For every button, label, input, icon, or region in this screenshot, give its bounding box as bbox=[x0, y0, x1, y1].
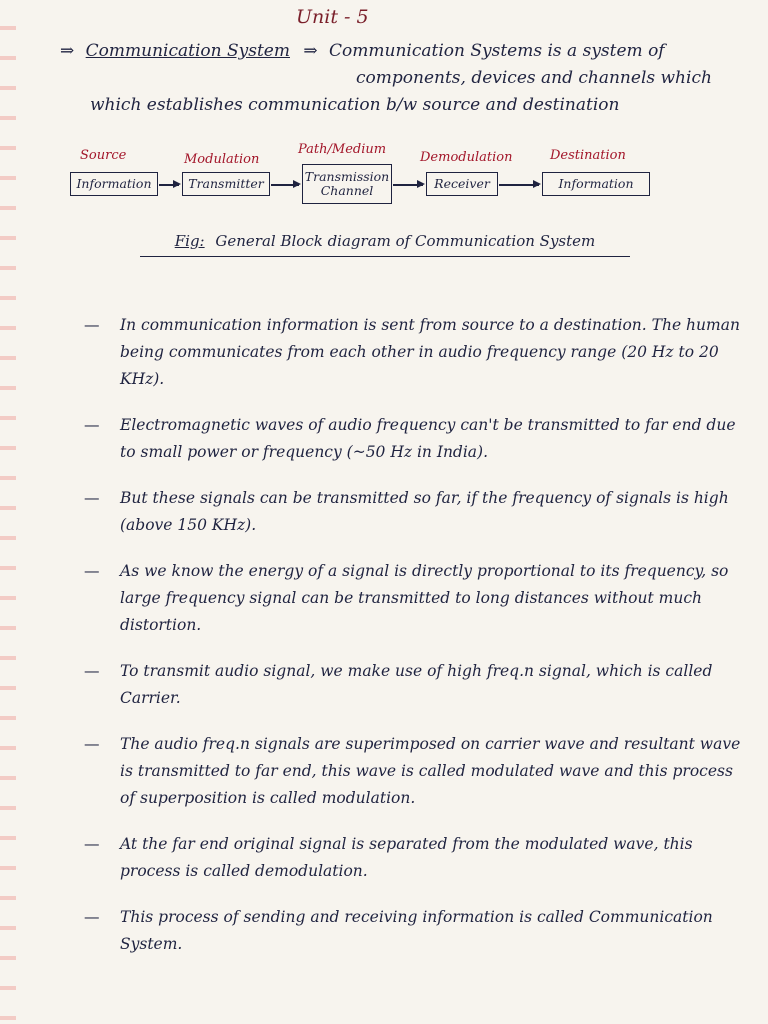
block-diagram bbox=[66, 140, 756, 210]
note-text: Electromagnetic waves of audio frequency can't be transmitted to far end due to small power or frequency (~50 Hz in India). bbox=[120, 416, 736, 461]
dash-icon: — bbox=[84, 316, 100, 334]
dash-icon: — bbox=[84, 735, 100, 753]
flow-arrow-1 bbox=[159, 184, 179, 186]
note-item bbox=[84, 904, 744, 958]
topic-heading: Communication System bbox=[85, 41, 290, 61]
note-item bbox=[84, 731, 744, 812]
note-item bbox=[84, 831, 744, 885]
figure-caption-text: General Block diagram of Communication System bbox=[215, 232, 596, 250]
notes-list bbox=[84, 312, 744, 977]
note-text: The audio freq.n signals are superimposed on carrier wave and resultant wave is transmitted to far end, this wave is called modulated wave and this process of superposition is called modulation. bbox=[120, 735, 741, 807]
note-item bbox=[84, 485, 744, 539]
note-text: In communication information is sent from source to a destination. The human being communicates from each other in audio frequency range (20 Hz to 20 KHz). bbox=[120, 316, 740, 388]
flow-arrow-3 bbox=[393, 184, 423, 186]
note-item bbox=[84, 558, 744, 639]
note-text: To transmit audio signal, we make use of high freq.n signal, which is called Carrier. bbox=[120, 662, 713, 707]
note-item bbox=[84, 312, 744, 393]
note-text: As we know the energy of a signal is directly proportional to its frequency, so large frequency signal can be transmitted to long distances without much distortion. bbox=[120, 562, 729, 634]
block-transmitter: Transmitter bbox=[182, 172, 270, 196]
note-text: At the far end original signal is separated from the modulated wave, this process is called demodulation. bbox=[120, 835, 693, 880]
implies-arrow-icon-2: ⇒ bbox=[303, 41, 318, 61]
implies-arrow-icon: ⇒ bbox=[60, 41, 75, 61]
intro-definition bbox=[60, 38, 750, 119]
definition-line-1: Communication Systems is a system of bbox=[329, 41, 665, 61]
block-information-source: Information bbox=[70, 172, 158, 196]
unit-heading: Unit - 5 bbox=[296, 6, 369, 28]
stage-label-source: Source bbox=[80, 148, 127, 163]
dash-icon: — bbox=[84, 562, 100, 580]
note-item bbox=[84, 412, 744, 466]
dash-icon: — bbox=[84, 908, 100, 926]
stage-label-path-medium: Path/Medium bbox=[298, 142, 387, 157]
note-text: But these signals can be transmitted so far, if the frequency of signals is high (above 150 KHz). bbox=[120, 489, 729, 534]
stage-label-demodulation: Demodulation bbox=[420, 150, 513, 165]
block-information-destination: Information bbox=[542, 172, 650, 196]
note-item bbox=[84, 658, 744, 712]
block-transmission-channel: Transmission Channel bbox=[302, 164, 392, 204]
notebook-margin bbox=[0, 0, 16, 1024]
flow-arrow-2 bbox=[271, 184, 299, 186]
note-text: This process of sending and receiving information is called Communication System. bbox=[120, 908, 713, 953]
definition-line-3: which establishes communication b/w source and destination bbox=[90, 95, 620, 115]
dash-icon: — bbox=[84, 489, 100, 507]
figure-caption bbox=[140, 232, 630, 257]
block-receiver: Receiver bbox=[426, 172, 498, 196]
figure-label: Fig: bbox=[174, 232, 205, 250]
stage-label-modulation: Modulation bbox=[184, 152, 260, 167]
dash-icon: — bbox=[84, 416, 100, 434]
definition-line-2: components, devices and channels which bbox=[356, 68, 712, 88]
dash-icon: — bbox=[84, 835, 100, 853]
flow-arrow-4 bbox=[499, 184, 539, 186]
stage-label-destination: Destination bbox=[550, 148, 626, 163]
dash-icon: — bbox=[84, 662, 100, 680]
